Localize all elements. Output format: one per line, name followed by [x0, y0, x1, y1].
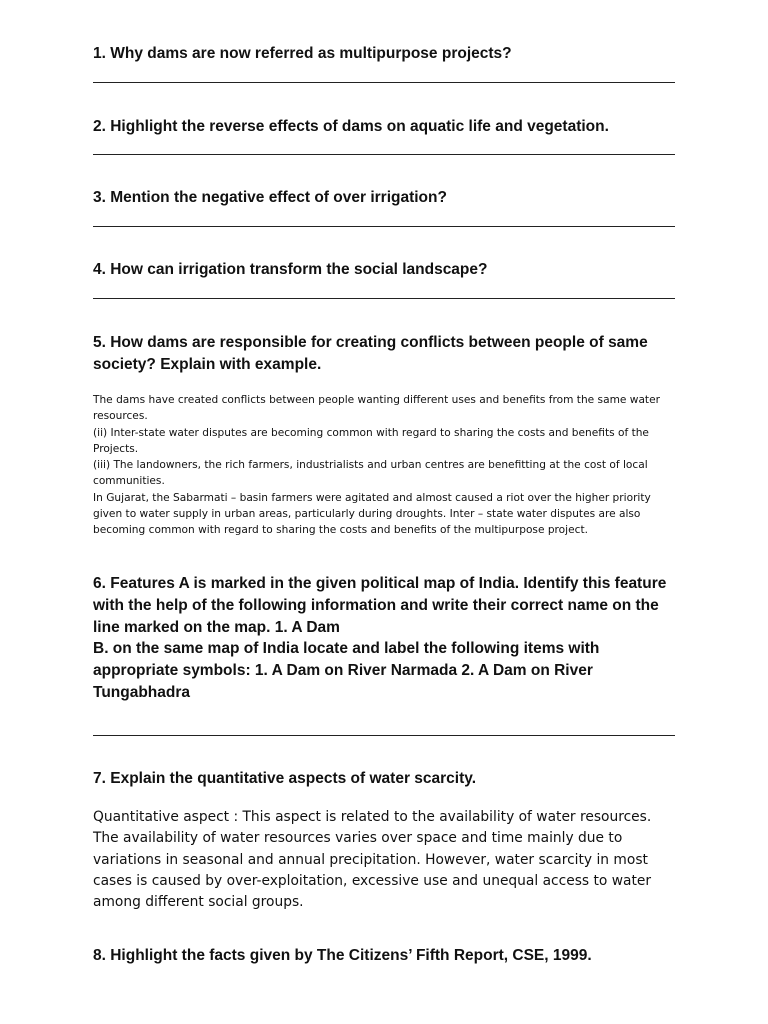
- question-1: 1. Why dams are now referred as multipurpose projects?: [93, 45, 512, 62]
- question-7: 7. Explain the quantitative aspects of water scarcity.: [93, 770, 477, 787]
- answer-5-paragraph-4: In Gujarat, the Sabarmati – basin farmers were agitated and almost caused a riot over the higher priority given to water supply in urban areas, particularly during droughts. Inter – state water disputes are also becoming common with regard to sharing the costs and benefits of the multipurpose project.: [93, 491, 651, 537]
- question-5: 5. How dams are responsible for creating conflicts between people of same society? Explain with example.: [93, 334, 648, 373]
- answer-5: [93, 392, 677, 539]
- answer-7: Quantitative aspect : This aspect is related to the availability of water resources. The availability of water resources varies over space and time mainly due to variations in seasonal and annual precipitation. However, water scarcity in most cases is caused by over-exploitation, excessive use and unequal access to water among different social groups.: [93, 809, 652, 911]
- answer-line-4: [93, 298, 675, 299]
- answer-line-6: [93, 735, 675, 736]
- answer-line-3: [93, 226, 675, 227]
- question-3: 3. Mention the negative effect of over irrigation?: [93, 189, 447, 206]
- question-8: 8. Highlight the facts given by The Citizens’ Fifth Report, CSE, 1999.: [93, 947, 592, 964]
- answer-5-paragraph-3: (iii) The landowners, the rich farmers, industrialists and urban centres are benefitting at the cost of local communities.: [93, 459, 648, 488]
- answer-line-1: [93, 82, 675, 83]
- question-6-part-b: B. on the same map of India locate and label the following items with appropriate symbols: 1. A Dam on River Narmada 2. A Dam on River Tungabhadra: [93, 640, 600, 701]
- question-4: 4. How can irrigation transform the social landscape?: [93, 261, 488, 278]
- answer-5-paragraph-2: (ii) Inter-state water disputes are becoming common with regard to sharing the costs and benefits of the Projects.: [93, 426, 649, 455]
- question-6-part-a: 6. Features A is marked in the given political map of India. Identify this feature with the help of the following information and write their correct name on the line marked on the map. 1. A Dam: [93, 575, 667, 636]
- question-2: 2. Highlight the reverse effects of dams on aquatic life and vegetation.: [93, 118, 609, 135]
- answer-5-paragraph-1: The dams have created conflicts between people wanting different uses and benefits from the same water resources.: [93, 394, 660, 423]
- answer-line-2: [93, 154, 675, 155]
